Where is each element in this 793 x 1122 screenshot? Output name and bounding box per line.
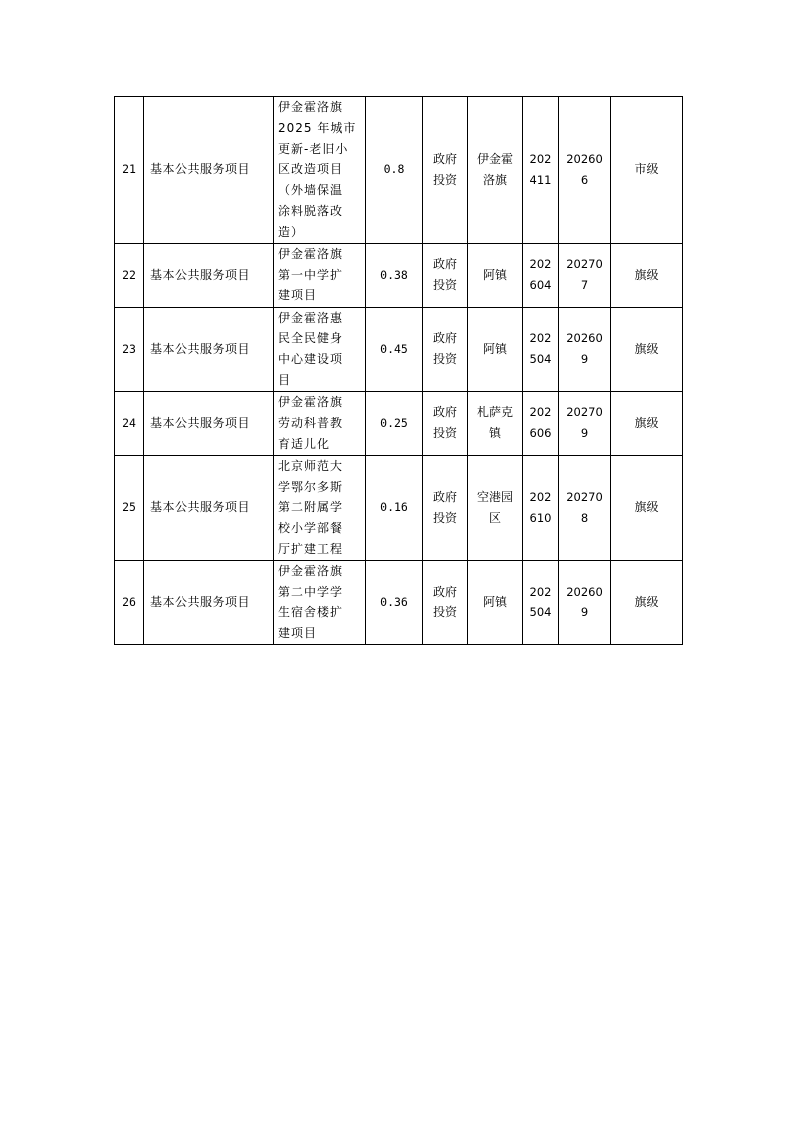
end-date-line: 20260 [566, 151, 603, 166]
investment-type-line: 投资 [432, 426, 457, 441]
location-cell [468, 307, 523, 391]
investment-type-line: 政府 [432, 331, 457, 346]
table-row [115, 455, 683, 560]
end-date-line: 20260 [566, 584, 603, 599]
level-cell: 旗级 [611, 307, 683, 391]
project-name-line: 建项目 [278, 626, 318, 641]
start-date-line: 202 [529, 489, 552, 504]
end-date-line: 8 [580, 510, 589, 525]
end-date-line: 20270 [566, 405, 603, 420]
project-name-line: 目 [278, 372, 292, 387]
end-date-line: 9 [580, 352, 589, 367]
amount-cell: 0.36 [366, 560, 423, 644]
location-cell [468, 560, 523, 644]
end-date-cell [559, 243, 611, 307]
start-date-cell [523, 391, 559, 455]
start-date-line: 504 [529, 352, 552, 367]
project-name-line: 伊金霍洛旗 [278, 100, 344, 114]
investment-type-cell [423, 560, 468, 644]
project-name-line: 校小学部餐 [278, 521, 344, 536]
location-line: 洛旗 [482, 172, 507, 187]
start-date-line: 604 [529, 278, 552, 293]
project-name-line: 第二附属学 [278, 500, 344, 515]
project-name-line: 造） [278, 224, 305, 239]
row-number-cell: 25 [115, 455, 144, 560]
location-line: 空港园 [476, 489, 513, 504]
investment-type-line: 政府 [432, 584, 457, 599]
start-date-line: 610 [529, 510, 552, 525]
investment-type-line: 政府 [432, 489, 457, 504]
end-date-line: 9 [580, 605, 589, 620]
level-cell: 市级 [611, 97, 683, 244]
project-name-line: 育适儿化 [278, 436, 331, 451]
project-name-cell [274, 455, 366, 560]
project-name-cell [274, 243, 366, 307]
end-date-cell [559, 455, 611, 560]
level-cell: 旗级 [611, 391, 683, 455]
location-cell [468, 391, 523, 455]
end-date-cell [559, 97, 611, 244]
location-line: 阿镇 [482, 594, 507, 609]
category-cell: 基本公共服务项目 [144, 560, 274, 644]
amount-cell: 0.45 [366, 307, 423, 391]
project-name-cell [274, 560, 366, 644]
project-name-cell [274, 307, 366, 391]
end-date-line: 9 [580, 426, 589, 441]
investment-type-line: 政府 [432, 151, 457, 166]
category-cell: 基本公共服务项目 [144, 97, 274, 244]
investment-type-line: 投资 [432, 605, 457, 620]
start-date-cell [523, 455, 559, 560]
amount-cell: 0.25 [366, 391, 423, 455]
row-number-cell: 26 [115, 560, 144, 644]
start-date-cell [523, 243, 559, 307]
investment-type-line: 政府 [432, 257, 457, 272]
table-row [115, 243, 683, 307]
table-row [115, 560, 683, 644]
project-name-line: 伊金霍洛旗 [278, 395, 344, 410]
end-date-line: 20270 [566, 257, 603, 272]
project-name-line: 第二中学学 [278, 584, 344, 599]
projects-table-body [115, 97, 683, 645]
investment-type-line: 投资 [432, 510, 457, 525]
row-number-cell: 24 [115, 391, 144, 455]
project-name-line: 区改造项目 [278, 162, 344, 177]
project-name-line: 伊金霍洛旗 [278, 246, 344, 261]
investment-type-line: 投资 [432, 352, 457, 367]
project-name-line: 厅扩建工程 [278, 541, 344, 556]
row-number-cell: 23 [115, 307, 144, 391]
location-line: 镇 [488, 426, 501, 441]
amount-cell: 0.16 [366, 455, 423, 560]
row-number-cell: 22 [115, 243, 144, 307]
investment-type-cell [423, 391, 468, 455]
project-name-line: 中心建设项 [278, 352, 344, 367]
end-date-line: 20270 [566, 489, 603, 504]
start-date-line: 202 [529, 584, 552, 599]
start-date-cell [523, 307, 559, 391]
project-name-line: 伊金霍洛旗 [278, 563, 344, 578]
projects-table [114, 96, 683, 645]
end-date-cell [559, 391, 611, 455]
category-cell: 基本公共服务项目 [144, 455, 274, 560]
location-cell [468, 455, 523, 560]
project-name-line: 学鄂尔多斯 [278, 479, 344, 494]
location-line: 伊金霍 [476, 151, 513, 166]
investment-type-cell [423, 97, 468, 244]
investment-type-cell [423, 455, 468, 560]
start-date-line: 606 [529, 426, 552, 441]
level-cell: 旗级 [611, 243, 683, 307]
project-name-line: 2025 年城市 [278, 120, 357, 135]
project-name-cell [274, 391, 366, 455]
level-cell: 旗级 [611, 560, 683, 644]
investment-type-line: 投资 [432, 278, 457, 293]
table-row [115, 97, 683, 244]
project-name-line: 第一中学扩 [278, 267, 344, 282]
project-name-line: 更新-老旧小 [278, 141, 349, 156]
project-name-cell [274, 97, 366, 244]
start-date-line: 202 [529, 331, 552, 346]
investment-type-cell [423, 307, 468, 391]
start-date-line: 411 [529, 172, 552, 187]
location-cell [468, 97, 523, 244]
location-line: 札萨克 [476, 405, 513, 420]
investment-type-line: 政府 [432, 405, 457, 420]
amount-cell: 0.8 [366, 97, 423, 244]
table-row [115, 307, 683, 391]
row-number-cell: 21 [115, 97, 144, 244]
category-cell: 基本公共服务项目 [144, 307, 274, 391]
level-cell: 旗级 [611, 455, 683, 560]
start-date-cell [523, 560, 559, 644]
start-date-line: 202 [529, 257, 552, 272]
table-row [115, 391, 683, 455]
project-name-line: （外墙保温 [278, 183, 344, 198]
category-cell: 基本公共服务项目 [144, 243, 274, 307]
investment-type-line: 投资 [432, 172, 457, 187]
end-date-line: 20260 [566, 331, 603, 346]
location-line: 区 [488, 510, 501, 525]
start-date-line: 504 [529, 605, 552, 620]
start-date-line: 202 [529, 405, 552, 420]
start-date-cell [523, 97, 559, 244]
end-date-cell [559, 307, 611, 391]
investment-type-cell [423, 243, 468, 307]
end-date-cell [559, 560, 611, 644]
category-cell: 基本公共服务项目 [144, 391, 274, 455]
project-name-line: 涂料脱落改 [278, 203, 344, 218]
start-date-line: 202 [529, 151, 552, 166]
end-date-line: 6 [580, 172, 589, 187]
project-name-line: 建项目 [278, 288, 318, 303]
project-name-line: 伊金霍洛惠 [278, 310, 344, 325]
amount-cell: 0.38 [366, 243, 423, 307]
project-name-line: 北京师范大 [278, 458, 344, 473]
location-line: 阿镇 [482, 267, 507, 282]
project-name-line: 生宿舍楼扩 [278, 605, 344, 620]
end-date-line: 7 [580, 278, 589, 293]
location-line: 阿镇 [482, 341, 507, 356]
project-name-line: 民全民健身 [278, 331, 344, 346]
location-cell [468, 243, 523, 307]
project-name-line: 劳动科普教 [278, 415, 344, 430]
